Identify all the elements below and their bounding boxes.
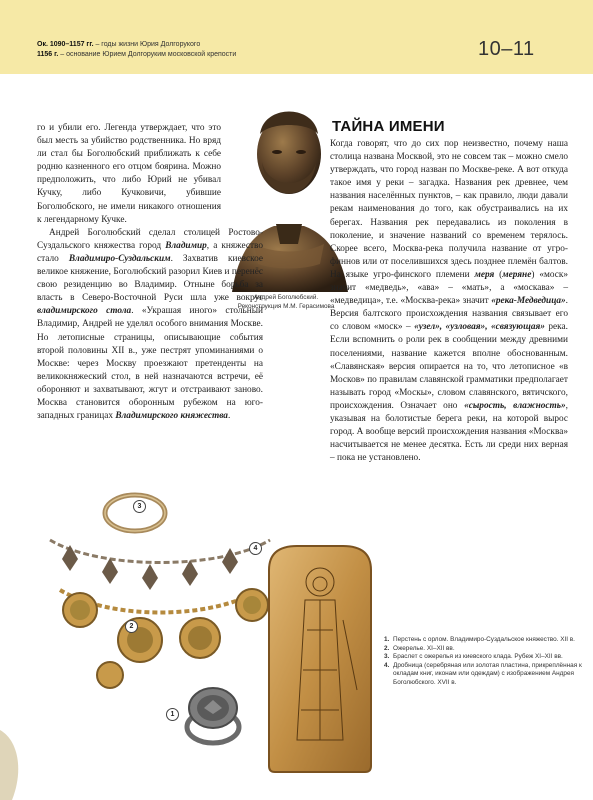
- left-p2-throne: владимирского стола: [37, 306, 132, 317]
- right-p1-meryane: меряне: [502, 269, 532, 280]
- right-p1-i: река. Если вспомнить о роли рек в сообщении между древними поселениями, название кажется вполне обоснованным. «Славянская» версия опирается на то, что летописное «в Москов» по правилам славянской грамматики предполагает называть город «Москы», словом славянского, вятичского, происхождения. Означает оно: [330, 322, 568, 411]
- left-p2-principality: Владимиро-Суздальским: [68, 253, 171, 264]
- legend-num: 1.: [384, 636, 390, 643]
- left-column-text: [37, 122, 263, 423]
- legend-text: Перстень с орлом. Владимиро-Суздальское княжество. XII в.: [393, 636, 575, 643]
- necklace-image: [40, 520, 280, 700]
- legend-num: 4.: [384, 661, 390, 669]
- legend-item: [384, 645, 584, 654]
- left-p2-vladimir-principality: Владимирского княжества: [115, 411, 228, 422]
- date-row-1: [37, 40, 236, 50]
- left-paragraph-1: го и убили его. Легенда утверждает, что это был месть за убийство родственника. Но вряд ли стал бы Боголюбский приближать к себе родню казненного его отцом боярина. Можно предположить, что либо Юрий не убивал Кучку, либо Кучковичи, убившие Боголюбского, не имели никакого отношения к легендарному Кучке.: [37, 123, 221, 225]
- left-p2-c: , а княжество стало: [37, 240, 263, 264]
- right-p1-c: (: [494, 269, 503, 280]
- right-p1-merya: меря: [474, 269, 495, 280]
- image-legend: [384, 636, 584, 688]
- right-paragraph-1: [285, 138, 568, 465]
- badge-3: 3: [133, 500, 146, 513]
- date-row-2: [37, 50, 236, 60]
- timeline-dates: [37, 40, 236, 60]
- legend-num: 2.: [384, 644, 390, 652]
- badge-1: 1: [166, 708, 179, 721]
- section-heading: ТАЙНА ИМЕНИ: [332, 118, 445, 135]
- legend-text: Дробница (серебряная или золотая пластина, прикреплённая к окладам книг, иконам или одеждам) с изображением Андрея Боголюбского. XVII в.: [393, 661, 582, 686]
- legend-num: 3.: [384, 653, 390, 661]
- ring-image: [178, 682, 248, 748]
- legend-item: [384, 662, 584, 688]
- right-p1-k: , указывая на болотистые берега реки, на которой вырос город. А вообще версий происхождения названия «Москва» насчитывается не менее десятка. Есть ли среди них верная – пока не установлено.: [330, 400, 568, 464]
- badge-2: 2: [125, 620, 138, 633]
- header-band: [0, 0, 593, 74]
- date-2-year: 1156 г.: [37, 51, 59, 58]
- date-2-text: – основание Юрием Долгоруким московской крепости: [58, 51, 237, 58]
- right-p1-dampness: «сырость, влажность»: [464, 400, 566, 411]
- bust-caption-credit: Реконструкция М.М. Герасимова: [237, 302, 335, 310]
- legend-text: Браслет с ожерелья из киевского клада. Рубеж XI–XII вв.: [393, 653, 563, 661]
- left-p2-e: . Захватив киевское великое княжение, Боголюбский разорил Киев и перенёс свою резиденцию во Владимир. Отныне борьба за власть в Северо-Восточной Руси шла уже вокруг: [37, 253, 264, 304]
- right-p1-a: Когда говорят, что до сих пор неизвестно, почему наша столица названа Москвой, это не совсем так – можно смело утверждать, что город назван по Москве-реке. А вот откуда такое имя у реки – загадка. Названия рек древнее, чем названия населённых пунктов, – как правило, люди давали рекам наименования до того, как обустраивались на их берегах. Названия рек передавались из поколения в поколение, и значение названий со временем терялось. Скорее всего, Москва-река получила название от угро-финнов или от поселившихся здесь позднее племён балтов. На языке угро-финского племени: [330, 139, 568, 280]
- left-p2-g: . «Украшая иного» стольный Владимир, Андрей не уделял особого внимания Москве. Но летописные страницы, описывающие события второй половины XII в., уже пестрят упоминаниями о Москве: через Москву проезжают претенденты на великокняжеский стол, в ней назначаются встречи, её обороняют и захватывают, жгут и отстраивают заново. Москва становится оборонным рубежом на юго-западных границах: [37, 306, 263, 422]
- date-1-year: Ок. 1090–1157 гг.: [37, 41, 94, 48]
- badge-4: 4: [249, 542, 262, 555]
- right-p1-knot: «узел», «узловая», «связующая»: [414, 322, 545, 333]
- left-p2-vladimir: Владимир: [165, 240, 207, 251]
- drobnitsa-plaque-image: [257, 540, 383, 776]
- right-p1-g: . Версия балтского происхождения названия связывает его со словом «моск» –: [330, 296, 568, 333]
- legend-item: [384, 636, 584, 645]
- bust-caption-title: Андрей Боголюбский.: [253, 294, 319, 301]
- left-paragraph-2: [37, 227, 263, 423]
- legend-text: Ожерелье. XI–XII вв.: [393, 644, 455, 652]
- page-numbers: 10–11: [478, 38, 535, 60]
- left-p2-a: Андрей Боголюбский сделал столицей Ростово-Суздальского княжества город: [37, 227, 263, 251]
- legend-item: [384, 653, 584, 662]
- right-p1-river-bear: «река-Медведица»: [491, 296, 566, 307]
- right-column-text: [285, 138, 568, 465]
- right-p1-e: ) «моск» значит «медведь», «ава» – «мать», а «москава» – «медведица», т.е. «Москва-река» значит: [330, 269, 569, 307]
- date-1-text: – годы жизни Юрия Долгорукого: [93, 41, 201, 48]
- corner-decoration: [0, 720, 30, 800]
- left-p2-i: .: [227, 411, 231, 422]
